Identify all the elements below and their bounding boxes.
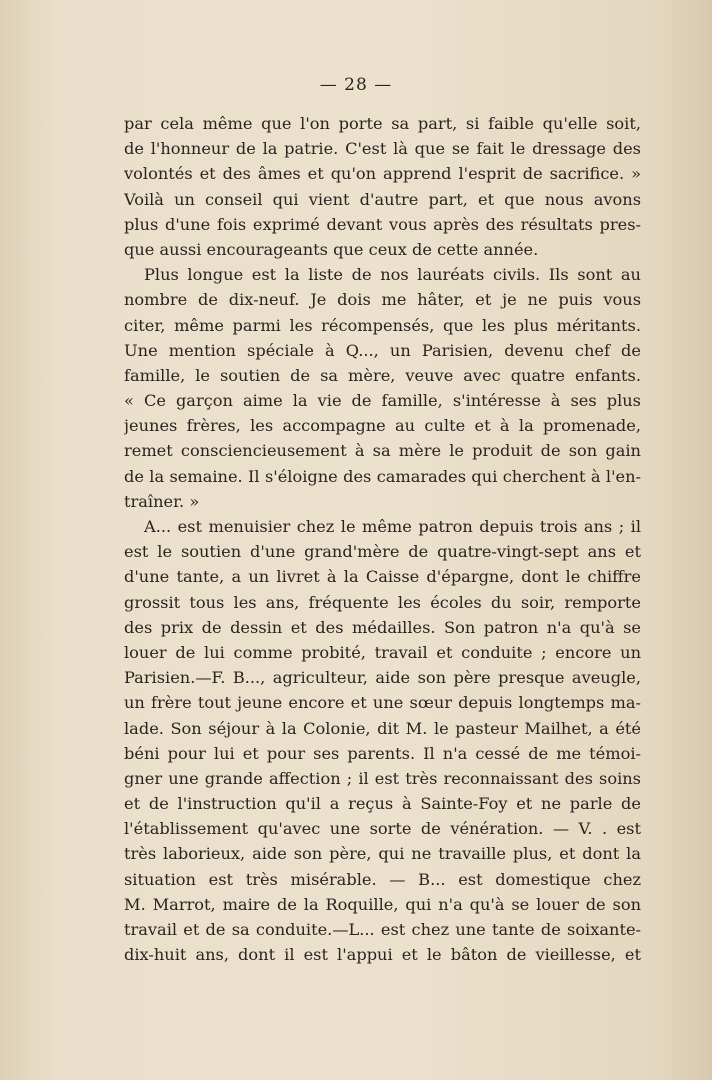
text-line: situation est très misérable. — B... est domestique chez xyxy=(124,869,641,889)
text-line: jeunes frères, les accompagne au culte et à la promenade, xyxy=(124,416,641,436)
text-line: A... est menuisier chez le même patron depuis trois ans ; il xyxy=(144,517,641,536)
text-line: famille, le soutien de sa mère, veuve avec quatre enfants. xyxy=(124,365,641,385)
text-line: volontés et des âmes et qu'on apprend l'esprit de sacrifice. » xyxy=(124,164,641,184)
text-line: est le soutien d'une grand'mère de quatre-vingt-sept ans et xyxy=(124,542,641,562)
text-line: remet consciencieusement à sa mère le produit de son gain xyxy=(124,441,641,461)
text-line: que aussi encourageants que ceux de cette année. xyxy=(124,239,539,259)
text-line: dix-huit ans, dont il est l'appui et le bâton de vieillesse, et xyxy=(124,945,641,965)
text-line: par cela même que l'on porte sa part, si faible qu'elle soit, xyxy=(124,114,641,133)
text-line: Plus longue est la liste de nos lauréats civils. Ils sont au xyxy=(144,265,641,285)
text-line: des prix de dessin et des médailles. Son patron n'a qu'à se xyxy=(124,617,641,637)
text-line: de l'honneur de la patrie. C'est là que se fait le dressage des xyxy=(124,139,641,159)
text-line: Parisien.—F. B..., agriculteur, aide son père presque aveugle, xyxy=(124,668,641,688)
text-line: gner une grande affection ; il est très reconnaissant des soins xyxy=(124,768,641,788)
text-line: traîner. » xyxy=(124,491,200,511)
text-line: et de l'instruction qu'il a reçus à Sainte-Foy et ne parle de xyxy=(124,794,641,814)
text-line: lade. Son séjour à la Colonie, dit M. le pasteur Mailhet, a été xyxy=(124,718,641,738)
text-line: d'une tante, a un livret à la Caisse d'épargne, dont le chiffre xyxy=(124,567,641,587)
text-line: Une mention spéciale à Q..., un Parisien, devenu chef de xyxy=(124,340,641,360)
text-line: louer de lui comme probité, travail et conduite ; encore un xyxy=(124,642,641,662)
text-line: Voilà un conseil qui vient d'autre part, et que nous avons xyxy=(124,189,641,209)
text-line: travail et de sa conduite.—L... est chez une tante de soixante- xyxy=(124,920,641,939)
text-line: « Ce garçon aime la vie de famille, s'intéresse à ses plus xyxy=(124,391,641,411)
text-line: M. Marrot, maire de la Roquille, qui n'a qu'à se louer de son xyxy=(124,894,641,914)
text-line: grossit tous les ans, fréquente les écoles du soir, remporte xyxy=(124,592,641,612)
text-line: nombre de dix-neuf. Je dois me hâter, et je ne puis vous xyxy=(124,290,641,310)
text-line: l'établissement qu'avec une sorte de vénération. — V. . est xyxy=(124,819,641,839)
text-line: très laborieux, aide son père, qui ne travaille plus, et dont la xyxy=(124,844,641,864)
text-line: citer, même parmi les récompensés, que les plus méritants. xyxy=(124,315,641,335)
text-line: béni pour lui et pour ses parents. Il n'a cessé de me témoi- xyxy=(124,743,641,763)
text-line: de la semaine. Il s'éloigne des camarades qui cherchent à l'en- xyxy=(124,466,641,486)
body-text xyxy=(124,111,641,967)
page-number: — 28 — xyxy=(319,75,393,95)
text-line: plus d'une fois exprimé devant vous après des résultats pres- xyxy=(124,214,641,234)
text-line: un frère tout jeune encore et une sœur depuis longtemps ma- xyxy=(124,693,641,713)
